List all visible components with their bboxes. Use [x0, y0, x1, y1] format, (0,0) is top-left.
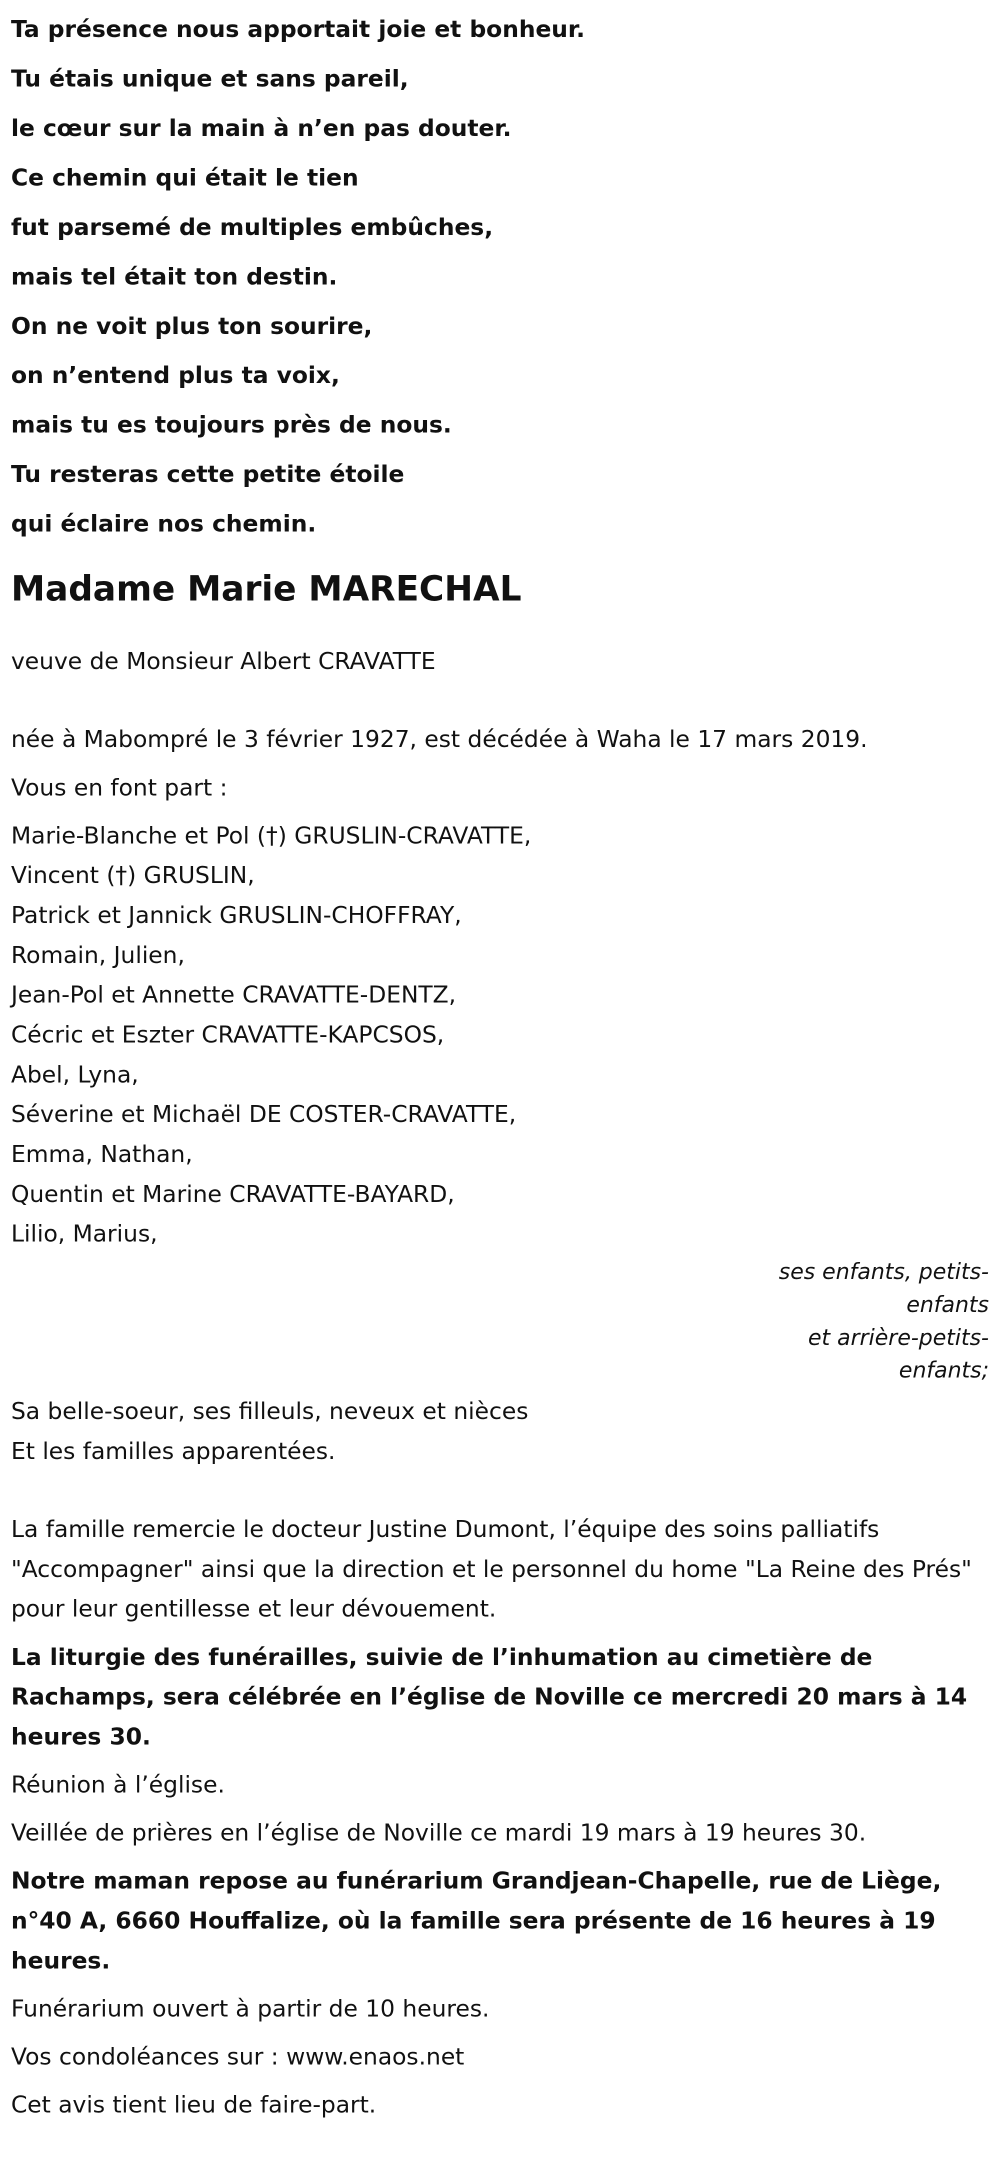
announce: Vous en font part : — [10, 774, 228, 803]
funeral-info: La liturgie des funérailles, suivie de l’inhumation au cimetière de Rachamps, sera célébrée en l’église de Noville ce mercredi 20 mars à 14 heures 30. — [10, 1644, 968, 1752]
poem-line: mais tel était ton destin. — [10, 263, 338, 292]
funerarium-info: Notre maman repose au funérarium Grandjean-Chapelle, rue de Liège, n°40 A, 6660 Houffalize, où la famille sera présente de 16 heures à 19 heures. — [10, 1868, 942, 1976]
poem-line: qui éclaire nos chemin. — [10, 510, 317, 539]
poem-line: Tu resteras cette petite étoile — [10, 461, 405, 490]
family-list — [11, 817, 989, 1255]
family-member: Marie-Blanche et Pol (†) GRUSLIN-CRAVATTE, — [10, 822, 532, 851]
poem-line: On ne voit plus ton sourire, — [10, 313, 373, 341]
condolences-link[interactable]: Vos condoléances sur : www.enaos.net — [10, 2043, 465, 2072]
poem-line: Tu étais unique et sans pareil, — [10, 65, 409, 94]
opening-hours: Funérarium ouvert à partir de 10 heures. — [10, 1995, 490, 2024]
family-member: Jean-Pol et Annette CRAVATTE-DENTZ, — [10, 982, 457, 1010]
vigil-info: Veillée de prières en l’église de Noville ce mardi 19 mars à 19 heures 30. — [10, 1820, 867, 1848]
deceased-name: Madame Marie MARECHAL — [10, 568, 522, 609]
family-member: Romain, Julien, — [10, 942, 185, 970]
others-relatives: Sa belle-soeur, ses filleuls, neveux et nièces — [10, 1398, 529, 1426]
others-families: Et les familles apparentées. — [10, 1438, 336, 1466]
poem-line: le cœur sur la main à n’en pas douter. — [10, 115, 512, 143]
family-member: Patrick et Jannick GRUSLIN-CHOFFRAY, — [10, 902, 462, 930]
family-member: Vincent (†) GRUSLIN, — [10, 862, 255, 891]
birth-death: née à Mabompré le 3 février 1927, est décédée à Waha le 17 mars 2019. — [10, 726, 868, 755]
widow-of: veuve de Monsieur Albert CRAVATTE — [10, 648, 436, 676]
family-member: Emma, Nathan, — [10, 1141, 193, 1169]
poem-line: fut parsemé de multiples embûches, — [10, 214, 494, 242]
poem — [11, 5, 989, 549]
notice-text: Cet avis tient lieu de faire-part. — [10, 2091, 377, 2120]
meeting-info: Réunion à l’église. — [10, 1771, 225, 1800]
family-member: Lilio, Marius, — [10, 1221, 158, 1249]
relation-children: ses enfants, petits-enfants — [778, 1258, 989, 1318]
poem-line: Ce chemin qui était le tien — [10, 164, 359, 193]
family-member: Séverine et Michaël DE COSTER-CRAVATTE, — [10, 1101, 517, 1130]
family-member: Quentin et Marine CRAVATTE-BAYARD, — [10, 1181, 455, 1209]
poem-line: mais tu es toujours près de nous. — [10, 412, 452, 440]
thanks-paragraph: La famille remercie le docteur Justine Dumont, l’équipe des soins palliatifs "Accompagner" ainsi que la direction et le personnel du home "La Reine des Prés" pour leur gentillesse et leur dévouement. — [10, 1516, 972, 1624]
family-member: Cécric et Eszter CRAVATTE-KAPCSOS, — [10, 1021, 445, 1050]
poem-line: on n’entend plus ta voix, — [10, 362, 340, 391]
family-member: Abel, Lyna, — [10, 1061, 139, 1090]
relation-great-grandchildren: et arrière-petits-enfants; — [808, 1324, 989, 1384]
poem-line: Ta présence nous apportait joie et bonheur. — [10, 16, 586, 44]
